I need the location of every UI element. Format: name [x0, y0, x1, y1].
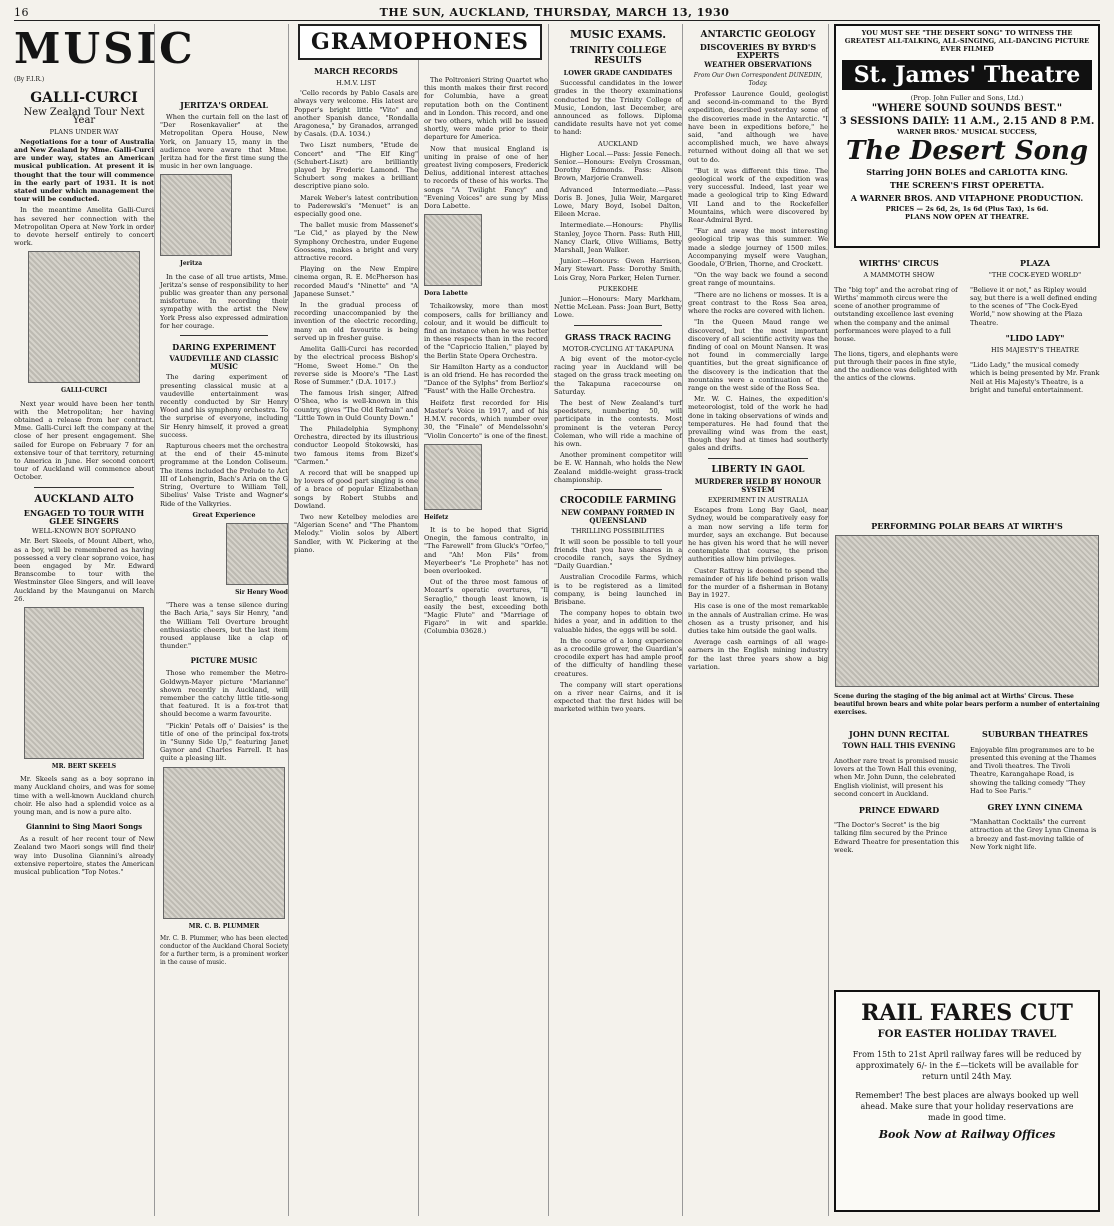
article-text: The best of New Zealand's turf speedsters, numbering 50, will participate in the contests. Most prominent is the veteran Percy Coleman, who will ride a machine of his own. [554, 398, 682, 448]
subhead-byrd: DISCOVERIES BY BYRD'S EXPERTS [699, 42, 817, 61]
article-text: Intermediate.—Honours: Phyllis Stanley, Joyce Thorn. Pass: Ruth Hill, Nancy Clark, Olive Williams, Betty Marshall, Jean Walker. [554, 221, 682, 255]
headline-polar-bears: PERFORMING POLAR BEARS AT WIRTH'S [871, 520, 1063, 531]
article-text: The ballet music from Massenet's "Le Cid," as played by the New Symphony Orchestra, under Eugene Goossens, makes a bright and very attractive record. [294, 221, 418, 263]
article-text: Escapes from Long Bay Gaol, near Sydney, would be comparatively easy for a man now serving a life term for murder, says an exchange. But because he has given his word that he will never contemplate that course, the prison authorities allow him privileges. [688, 506, 828, 564]
column-gramophones-2 [424, 24, 549, 1216]
article-text: Two new Ketelbey melodies are "Algerian Scene" and "The Phantom Melody." Violin solos by Albert Sandler, with W. Pickering at the piano. [294, 512, 418, 554]
section-pukekohe: PUKEKOHE [598, 284, 638, 293]
photo-bert-skeels [24, 607, 144, 759]
st-james-ad [834, 24, 1100, 248]
article-text: In the gradual process of recording unaccompanied by the invention of the electric recording, many an old favourite is being served up in fresher guise. [294, 301, 418, 342]
article-text: The "big top" and the acrobat ring of Wirths' mammoth circus were the scene of another programme of outstanding excellence last evening when the company and the animal performances were played to a full house. [834, 285, 958, 344]
article-text: Out of the three most famous of Mozart's operatic overtures, "Il Seraglio," though least known, is easily the best, exceeding both "Magic Flute" and "Marriage of Figaro" in wit and sparkle. (Columbia 03628.) [424, 578, 548, 636]
subhead-lower-grade: LOWER GRADE CANDIDATES [563, 69, 673, 77]
article-text: Those who remember the Metro-Goldwyn-Mayer picture "Marianne" shown recently in Auckland, will remember the catchy little title-song that featured. It is a fox-trot that should become a warm favourite. [160, 669, 288, 719]
article-text: "But it was different this time. The geological work of the expedition was very successful. Indeed, last year we made a geological trip to King Edward VII Land and to the Rockefeller Mountains, which were discovered by Rear-Admiral Byrd. [688, 166, 828, 225]
subhead-vaudeville: VAUDEVILLE AND CLASSIC MUSIC [169, 354, 279, 372]
section-auckland: AUCKLAND [598, 139, 638, 148]
article-text: Junior.—Honours: Mary Markham, Nettie McLean. Pass: Joan Burt, Betty Lowe. [554, 295, 682, 320]
headline-jeritza: JERITZA'S ORDEAL [180, 100, 268, 110]
headline-prince-edward: PRINCE EDWARD [858, 804, 940, 815]
subhead-cock-eyed: "THE COCK-EYED WORLD" [988, 271, 1082, 279]
plaza-column [970, 252, 1100, 401]
rail-ad-cta: Book Now at Railway Offices [878, 1128, 1056, 1141]
article-text: "Manhattan Cocktails" the current attraction at the Grey Lynn Cinema is a breezy and fast-moving talkie of New York night life. [970, 818, 1097, 851]
subhead-mammoth: A MAMMOTH SHOW [863, 271, 935, 279]
ad-stars: Starring JOHN BOLES and CARLOTTA KING. [866, 167, 1068, 177]
headline-picture-music: PICTURE MUSIC [190, 656, 258, 666]
article-text: "There are no lichens or mosses. It is a great contrast to the Ross Sea area, where the rocks are covered with lichen. [688, 290, 828, 316]
article-text: It will soon be possible to tell your friends that you have shares in a crocodile ranch, says the Sydney "Daily Guardian." [554, 537, 682, 571]
article-text: "Believe it or not," as Ripley would say, but there is a well defined ending to the scenes of "The Cock-Eyed World," now showing at the Plaza Theatre. [970, 285, 1097, 327]
ad-lessee: (Prop. John Fuller and Sons, Ltd.) [910, 94, 1024, 102]
rail-ad-remember: Remember! The best places are always booked up well ahead. Make sure that your holiday reservations are made in good time. [855, 1091, 1079, 1122]
article-text: The company will start operations on a river near Cairns, and it is expected that the first hides will be marketed within two years. [554, 680, 682, 714]
headline-auckland-alto: AUCKLAND ALTO [34, 493, 134, 505]
divider [574, 325, 662, 326]
photo-caption: Sir Henry Wood [235, 588, 288, 596]
headline-galli-curci: GALLI-CURCI [30, 90, 138, 107]
divider [34, 487, 134, 488]
masthead [14, 4, 1100, 21]
subhead-thrilling: THRILLING POSSIBILITIES [571, 527, 665, 536]
article-text: Mr. C. B. Plummer, who has been elected conductor of the Auckland Choral Society for a further term, is a prominent worker in the cause of music. [160, 934, 288, 967]
subhead-town-hall: TOWN HALL THIS EVENING [842, 741, 956, 751]
column-music-2 [160, 24, 289, 1216]
subhead-australia: EXPERIMENT IN AUSTRALIA [708, 495, 808, 504]
rail-ad-body: From 15th to 21st April railway fares will be reduced by approximately 6/- in the £—tickets will be available for return until 24th May. [852, 1050, 1082, 1081]
headline-grass-track: GRASS TRACK RACING [565, 331, 671, 342]
article-text: Professor Laurence Gould, geologist and second-in-command to the Byrd expedition, described yesterday some of the discoveries made in the Antarctic. "I have been in expeditions before," he said, "and although we have accomplished much, we have always returned without doing all that we set out to do. [688, 90, 828, 164]
photo-caption: Dora Labette [424, 290, 468, 298]
subhead-great-experience: Great Experience [192, 510, 256, 519]
article-text: Average cash earnings of all wage-earners in the English mining industry for the last three years show a big variation. [688, 638, 828, 671]
headline-suburban: SUBURBAN THEATRES [981, 729, 1089, 740]
subhead-new-company: NEW COMPANY FORMED IN QUEENSLAND [561, 507, 675, 526]
ad-prices: PRICES — 2s 6d, 2s, 1s 6d (Plus Tax), 1s 6d. [885, 205, 1049, 213]
subhead-honour: MURDERER HELD BY HONOUR SYSTEM [694, 476, 822, 494]
article-text: A record that will be snapped up by lovers of good part singing is one of a brace of popular Elizabethan songs by Robert Stubbs and Dowland. [294, 468, 418, 510]
article-text: The daring experiment of presenting classical music at a vaudeville entertainment was recently conducted by Sir Henry Wood and his symphony orchestra. To the surprise of everyone, including Sir Henry himself, it proved a great success. [160, 373, 288, 439]
page-number: 16 [14, 5, 29, 19]
article-text: Marek Weber's latest contribution to Paderewski's "Menuet" is an especially good one. [294, 193, 418, 219]
ad-film-title: The Desert Song [845, 136, 1089, 166]
subhead-weather: WEATHER OBSERVATIONS [704, 60, 812, 70]
newspaper-title: THE SUN, AUCKLAND, THURSDAY, MARCH 13, 1930 [379, 5, 730, 19]
photo-dora-labette [424, 214, 482, 286]
column-antarctic [688, 24, 829, 1216]
photo-galli-curci [28, 251, 140, 383]
divider [574, 489, 662, 490]
article-text: Mr. Skeels sang as a boy soprano in many Auckland choirs, and was for some time with a well-known Auckland church choir. He also had a splendid voice as a young man, and is now a pure alto. [14, 775, 154, 816]
photo-plummer [163, 767, 285, 919]
article-text: Tchaikowsky, more than most composers, calls for brilliancy and colour, and it would be difficult to find an instance when he was better in these respects than in the record of the "Capriccio Italien," played by the Berlin State Opera Orchestra. [424, 302, 548, 360]
photo-caption: MR. C. B. PLUMMER [188, 922, 260, 930]
article-text: "The Doctor's Secret" is the big talking film secured by the Prince Edward Theatre for presentation this week. [834, 821, 959, 854]
article-text: Successful candidates in the lower grades in the theory examinations conducted by the Trinity College of Music, London, last December, are announced as follows. Diploma candidate results have not yet come to hand: [554, 79, 682, 137]
article-text: Playing on the New Empire cinema organ, R. E. McPherson has recorded Maud's "Ninette" and "A Japanese Sunset." [294, 265, 418, 298]
dateline: From Our Own Correspondent DUNEDIN, Today. [693, 71, 823, 87]
headline-john-dunn: JOHN DUNN RECITAL [849, 729, 949, 740]
article-text: Custer Rattray is doomed to spend the remainder of his life behind prison walls for the murder of a fisherman in Botany Bay in 1927. [688, 566, 828, 600]
article-text: As a result of her recent tour of New Zealand two Maori songs will find their way into Dusolina Giannini's already extensive repertoire, states the American musical publication "Top Notes." [14, 835, 154, 876]
article-text: "Lido Lady," the musical comedy which is being presented by Mr. Frank Neil at His Majesty's Theatre, is a bright and tuneful entertainment. [970, 361, 1100, 394]
article-text: Rapturous cheers met the orchestra at the end of their 45-minute programme at the London Coliseum. The items included the Prelude to Act III of Lohengrin, Bach's Aria on the G String, Overture to William Tell, Sibelius' Valse Triste and Wagner's Ride of the Valkyries. [160, 442, 288, 508]
article-text: His case is one of the most remarkable in the annals of Australian crime. He was chosen as a trusty prisoner, and his duties take him outside the gaol walls. [688, 602, 828, 635]
article-text: Another rare treat is promised music lovers at the Town Hall this evening, when Mr. John Dunn, the celebrated English violinist, will present his second concert in Auckland. [834, 757, 959, 798]
subhead-his-majestys: HIS MAJESTY'S THEATRE [991, 346, 1079, 355]
article-text: Heifetz first recorded for His Master's Voice in 1917, and of his H.M.V. records, which number over 30, the "Finale" of Mendelssohn's "Violin Concerto" is one of the finest. [424, 398, 548, 440]
article-text: In the case of all true artists, Mme. Jeritza's sense of responsibility to her public was greater than any personal misfortune. In recording their sympathy with the artist the New York Press also expressed admiration for her courage. [160, 272, 288, 330]
wirths-circus-column [834, 252, 964, 401]
headline-liberty: LIBERTY IN GAOL [711, 464, 805, 475]
column-exams [554, 24, 683, 1216]
photo-caption: MR. BERT SKEELS [51, 762, 117, 770]
article-text: Amelita Galli-Curci has recorded by the electrical process Bishop's "Home, Sweet Home." On the reverse side is Moore's "The Last Rose of Summer." (D.A. 1017.) [294, 345, 418, 386]
ad-sessions: 3 SESSIONS DAILY: 11 A.M., 2.15 AND 8 P.M. [839, 116, 1095, 127]
headline-grey-lynn: GREY LYNN CINEMA [987, 801, 1083, 812]
ad-production: A WARNER BROS. AND VITAPHONE PRODUCTION. [850, 193, 1084, 203]
article-text: 'Cello records by Pablo Casals are always very welcome. His latest are Popper's bright little "Vito" and another Spanish dance, "Rondalla Aragonesa," by Granados, arranged by Casals. (D.A. 1034.) [294, 89, 418, 139]
rail-ad-subtitle: FOR EASTER HOLIDAY TRAVEL [877, 1029, 1057, 1040]
article-text: When the curtain fell on the last of "Der Rosenkavalier" at the Metropolitan Opera House, New York, on January 15, many in the audience were aware that Mme. Jeritza had for the first time sung the music in her own language. [160, 113, 288, 171]
photo-caption: Heifetz [424, 513, 449, 521]
article-text: Mr. Bert Skeels, of Mount Albert, who, as a boy, will be remembered as having possessed a very clear soprano voice, has been engaged by Mr. Edward Branscombe to tour with the Westminster Glee Singers, and will leave Auckland by the Maunganui on March 26. [14, 537, 154, 603]
article-text: Negotiations for a tour of Australia and New Zealand by Mme. Galli-Curci are under way, states an American musical publication. At present it is thought that the tour will commence in the early part of 1931. It is not stated under which management the tour will be conducted. [14, 137, 154, 204]
article-text: The Poltronieri String Quartet who this month makes their first record for Columbia, have a great reputation both on the Continent and in London. This record, and one or two others, which will be issued shortly, were made prior to their departure for America. [424, 76, 548, 142]
article-text: In the meantime Amelita Galli-Curci has severed her connection with the Metropolitan Opera at New York in order to devote herself entirely to concert work. [14, 206, 154, 248]
article-text: "Pickin' Petals off o' Daisies" is the title of one of the principal fox-trots in "Sunny Side Up," featuring Janet Gaynor and Charles Farrell. It has quite a pleasing lilt. [160, 721, 288, 763]
divider [180, 335, 268, 336]
john-dunn-column [834, 723, 964, 860]
rail-ad-title: RAIL FARES CUT [861, 1000, 1073, 1026]
subhead-tour: New Zealand Tour Next Year [23, 107, 145, 127]
article-text: Sir Hamilton Harty as a conductor is an old friend. He has recorded the "Dance of the Sylphs" from Berlioz's "Faust" with the Halle Orchestra. [424, 362, 548, 396]
article-text: Enjoyable film programmes are to be presented this evening at the Thames and Tivoli theatres. The Tivoli Theatre, Karangahape Road, is showing the talking comedy "They Had to See Paris." [970, 745, 1097, 795]
article-text: "There was a tense silence during the Bach Aria," says Sir Henry, "and the William Tell Overture brought enthusiastic cheers, but the last item roused applause like a clap of thunder." [160, 601, 288, 651]
article-text: Next year would have been her tenth with the Metropolitan; her having obtained a release from her contract. Mme. Galli-Curci left the company at the close of her present engagement. She sailed for Europe on February 7 for an extensive tour of that territory, returning to America in June. Her second concert tour of Auckland will commence about October. [14, 399, 154, 482]
subhead-motor-cycling: MOTOR-CYCLING AT TAKAPUNA [562, 344, 674, 353]
headline-crocodile: CROCODILE FARMING [559, 495, 677, 506]
article-text: The Philadelphia Symphony Orchestra, directed by its illustrious conductor Leopold Stokowski, has two famous items from Bizet's "Carmen." [294, 424, 418, 466]
gramophones-banner: GRAMOPHONES [298, 24, 542, 60]
subhead-boy-soprano: WELL-KNOWN BOY SOPRANO [32, 527, 136, 536]
article-text: Another prominent competitor will be E. W. Hannah, who holds the New Zealand middle-weight grass-track championship. [554, 451, 682, 484]
article-text: Mr. W. C. Haines, the expedition's meteorologist, told of the work he had done in taking observations of winds and temperatures. He had found that the prevailing wind was from the east, though they had at times had southerly gales and drifts. [688, 395, 828, 453]
article-text: Two Liszt numbers, "Etude de Concert" and "The Elf King" (Schubert-Liszt) are brilliantly played by Frederic Lamond. The Schubert song makes a brilliant descriptive piano solo. [294, 141, 418, 191]
headline-giannini: Giannini to Sing Maori Songs [25, 822, 143, 832]
photo-caption: GALLI-CURCI [60, 387, 108, 395]
article-text: Junior.—Honours: Gwen Harrison, Mary Stewart. Pass: Dorothy Smith, Lois Gray, Nora Parker, Helen Turner. [554, 257, 682, 282]
ad-top-text: YOU MUST SEE "THE DESERT SONG" TO WITNESS THE GREATEST ALL-TALKING, ALL-SINGING, ALL-DANCING PICTURE EVER FILMED [844, 29, 1090, 53]
article-text: "In the Queen Maud range we discovered, but the most important discovery of all scientific activity was the finding of coal on Mount Nansen. It was not found in commercially large quantities, but the great significance of the discovery is the indication that the mountains were a continuation of the range on the west side of the Ross Sea. [688, 318, 828, 392]
headline-antarctic: ANTARCTIC GEOLOGY [700, 30, 816, 40]
headline-lido-lady: "LIDO LADY" [1005, 333, 1065, 344]
ad-theatre-name: St. James' Theatre [842, 60, 1092, 90]
ad-plans: PLANS NOW OPEN AT THEATRE. [905, 213, 1029, 221]
article-text: It is to be hoped that Sigrid Onegin, the famous contralto, in "The Farewell" from Gluck's "Orfeo," and "Ah! Mon Fils" from Meyerbeer's "Le Prophete" has not been overlooked. [424, 525, 548, 575]
photo-henry-wood [226, 523, 288, 585]
headline-wirths: WIRTHS' CIRCUS [859, 258, 939, 268]
article-text: In the course of a long experience as a crocodile grower, the Guardian's crocodile expert has had ample proof of the difficulty of handling these creatures. [554, 636, 682, 678]
article-text: Higher Local.—Pass: Jessie Fenech. Senior.—Honours: Evelyn Crossman, Dorothy Edmonds. Pass: Alison Brown, Marjorie Cranwell. [554, 149, 682, 183]
subhead-plans: PLANS UNDER WAY [49, 127, 119, 136]
subhead-glee-singers: ENGAGED TO TOUR WITH GLEE SINGERS [23, 507, 145, 526]
photo-caption: Jeritza [180, 260, 203, 268]
subhead-hmv: H.M.V. LIST [336, 79, 376, 87]
article-text: "Far and away the most interesting geological trip was this summer. We made a sledge journey of 1500 miles. Accompanying myself were Vaughan, Goodale, O'Brien, Thorne, and Crockett. [688, 227, 828, 269]
headline-trinity: TRINITY COLLEGE RESULTS [569, 46, 667, 66]
article-text: The lions, tigers, and elephants were put through their paces in fine style, and the audience was delighted with the antics of the clowns. [834, 349, 959, 383]
article-text: Advanced Intermediate.—Pass: Doris B. Jones, Julia Weir, Margaret Lowe, Mary Boyd, Isobel Dalton, Eileen Mcrae. [554, 185, 682, 219]
photo-polar-bears [835, 535, 1099, 687]
article-text: Now that musical England is uniting in praise of one of her greatest living composers, Frederick Delius, additional interest attaches to records of these of his works. The songs "A Twilight Fancy" and "Evening Voices" are sung by Miss Dora Labette. [424, 144, 548, 211]
suburban-column [970, 723, 1100, 860]
ad-presents: WARNER BROS.' MUSICAL SUCCESS, [896, 128, 1037, 136]
headline-daring-experiment: DARING EXPERIMENT [172, 342, 276, 353]
photo-heifetz [424, 444, 482, 510]
music-byline: (By F.I.R.) [14, 76, 45, 83]
music-banner: MUSIC [14, 24, 196, 73]
headline-music-exams: MUSIC EXAMS. [569, 28, 667, 41]
photo-jeritza [160, 174, 232, 256]
article-text: Australian Crocodile Farms, which is to be registered as a limited company, is being launched in Brisbane. [554, 573, 682, 606]
headline-march-records: MARCH RECORDS [314, 66, 398, 76]
column-entertainment [834, 24, 1100, 1216]
article-text: The famous Irish singer, Alfred O'Shea, who is well-known in this country, gives "The Old Refrain" and "Little Town in Ould County Down." [294, 389, 418, 422]
ad-tagline: "WHERE SOUND SOUNDS BEST." [871, 103, 1063, 114]
rail-fares-ad [834, 990, 1100, 1212]
headline-plaza: PLAZA [1020, 258, 1050, 268]
article-text: "On the way back we found a second great range of mountains. [688, 271, 828, 288]
photo-caption: Scene during the staging of the big animal act at Wirths' Circus. These beautiful brown bears and white polar bears perform a number of entertaining exercises. [834, 692, 1100, 717]
article-text: A big event of the motor-cycle racing year in Auckland will be staged on the grass track meeting on the Takapuna racecourse on Saturday. [554, 354, 682, 396]
divider [708, 458, 808, 459]
ad-operetta: THE SCREEN'S FIRST OPERETTA. [889, 180, 1045, 190]
article-text: The company hopes to obtain two hides a year, and in addition to the valuable hides, the eggs will be sold. [554, 609, 682, 634]
